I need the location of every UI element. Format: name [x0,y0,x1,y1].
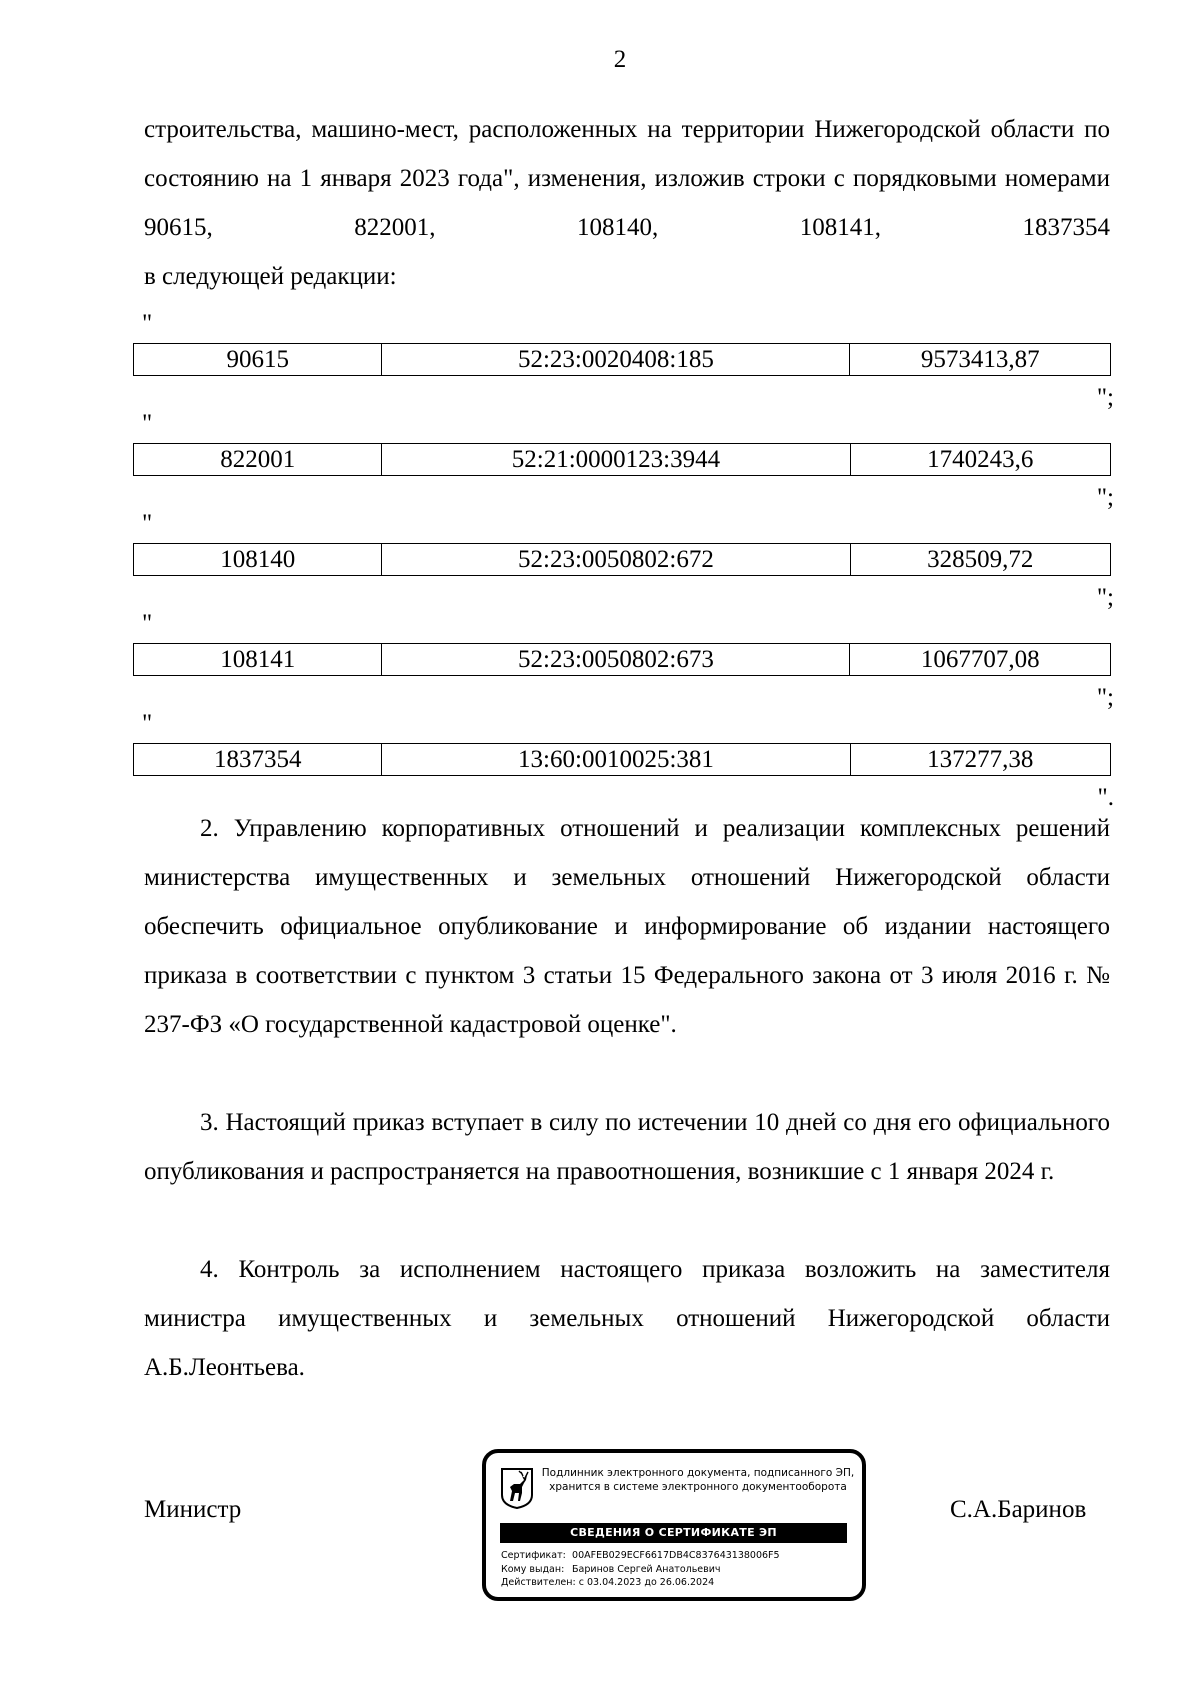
cadastral-number: 52:23:0050802:673 [382,644,850,676]
validity-label: Действителен: [501,1577,576,1588]
paragraph-2-text: 2. Управлению корпоративных отношений и реализации комплексных решений министерства имущественных и земельных отношений Нижегородской области обеспечить официальное опубликование и информирование об издании настоящего приказа в соответствии с пунктом 3 статьи 15 Федерального закона от 3 июля 2016 г. № 237-ФЗ «О государственной кадастровой оценке". [144,815,1110,1038]
stamp-header [540,1466,856,1494]
validity-value: с 03.04.2023 до 26.06.2024 [578,1577,715,1588]
issued-to-label: Кому выдан: [501,1563,565,1575]
paragraph-3 [144,1098,1110,1196]
cadastral-number: 13:60:0010025:381 [382,744,850,776]
cadastral-value: 137277,38 [850,744,1111,776]
open-quote: " [142,410,153,437]
intro-paragraph [144,105,1110,301]
open-quote: " [142,310,153,337]
cadastral-value: 9573413,87 [850,344,1111,376]
row-number: 90615 [134,344,382,376]
stamp-certificate-details [501,1549,780,1590]
stamp-title-bar: СВЕДЕНИЯ О СЕРТИФИКАТЕ ЭП [500,1523,847,1543]
issued-to-value: Баринов Сергей Анатольевич [572,1563,721,1575]
table-row-4 [133,643,1111,676]
table-row-5 [133,743,1111,776]
e-signature-stamp [482,1449,866,1601]
paragraph-3-text: 3. Настоящий приказ вступает в силу по истечении 10 дней со дня его официального опубликования и распространяется на правоотношения, возникшие с 1 января 2024 г. [144,1109,1110,1185]
cadastral-value: 328509,72 [850,544,1111,576]
close-quote: "; [1096,384,1114,411]
deer-coat-of-arms-icon [500,1467,534,1509]
certificate-value: 00AFEB029ECF6617DB4C837643138006F5 [572,1550,780,1561]
cadastral-value: 1067707,08 [850,644,1111,676]
close-quote: ". [1097,784,1114,811]
signatory-title: Министр [144,1496,242,1523]
close-quote: "; [1096,484,1114,511]
row-number: 822001 [134,444,382,476]
paragraph-4-text: 4. Контроль за исполнением настоящего приказа возложить на заместителя министра имущественных и земельных отношений Нижегородской области А.Б.Леонтьева. [144,1256,1110,1381]
paragraph-2 [144,804,1110,1049]
signatory-name: С.А.Баринов [950,1496,1087,1523]
open-quote: " [142,710,153,737]
close-quote: "; [1096,684,1114,711]
certificate-label: Сертификат: [501,1550,566,1561]
open-quote: " [142,610,153,637]
close-quote: "; [1096,584,1114,611]
cadastral-number: 52:23:0020408:185 [382,344,850,376]
row-number: 108140 [134,544,382,576]
row-number: 1837354 [134,744,382,776]
certificate-row [501,1549,780,1563]
open-quote: " [142,510,153,537]
stamp-header-line: хранится в системе электронного документооборота [549,1481,847,1493]
paragraph-4 [144,1245,1110,1392]
validity-row [501,1576,780,1590]
table-row-1 [133,343,1111,376]
table-row-3 [133,543,1111,576]
cadastral-number: 52:21:0000123:3944 [382,444,850,476]
page-number: 2 [613,46,627,73]
stamp-header-line: Подлинник электронного документа, подписанного ЭП, [541,1467,855,1479]
row-number: 108141 [134,644,382,676]
intro-text: строительства, машино-мест, расположенных на территории Нижегородской области по состоянию на 1 января 2023 года", изменения, изложив строки с порядковыми номерами 90615, 822001, 108140, 108141, 1837354 [144,116,1110,241]
issued-to-row [501,1563,780,1577]
cadastral-value: 1740243,6 [850,444,1110,476]
cadastral-number: 52:23:0050802:672 [382,544,850,576]
table-row-2 [133,443,1111,476]
intro-last-line: в следующей редакции: [144,263,397,290]
